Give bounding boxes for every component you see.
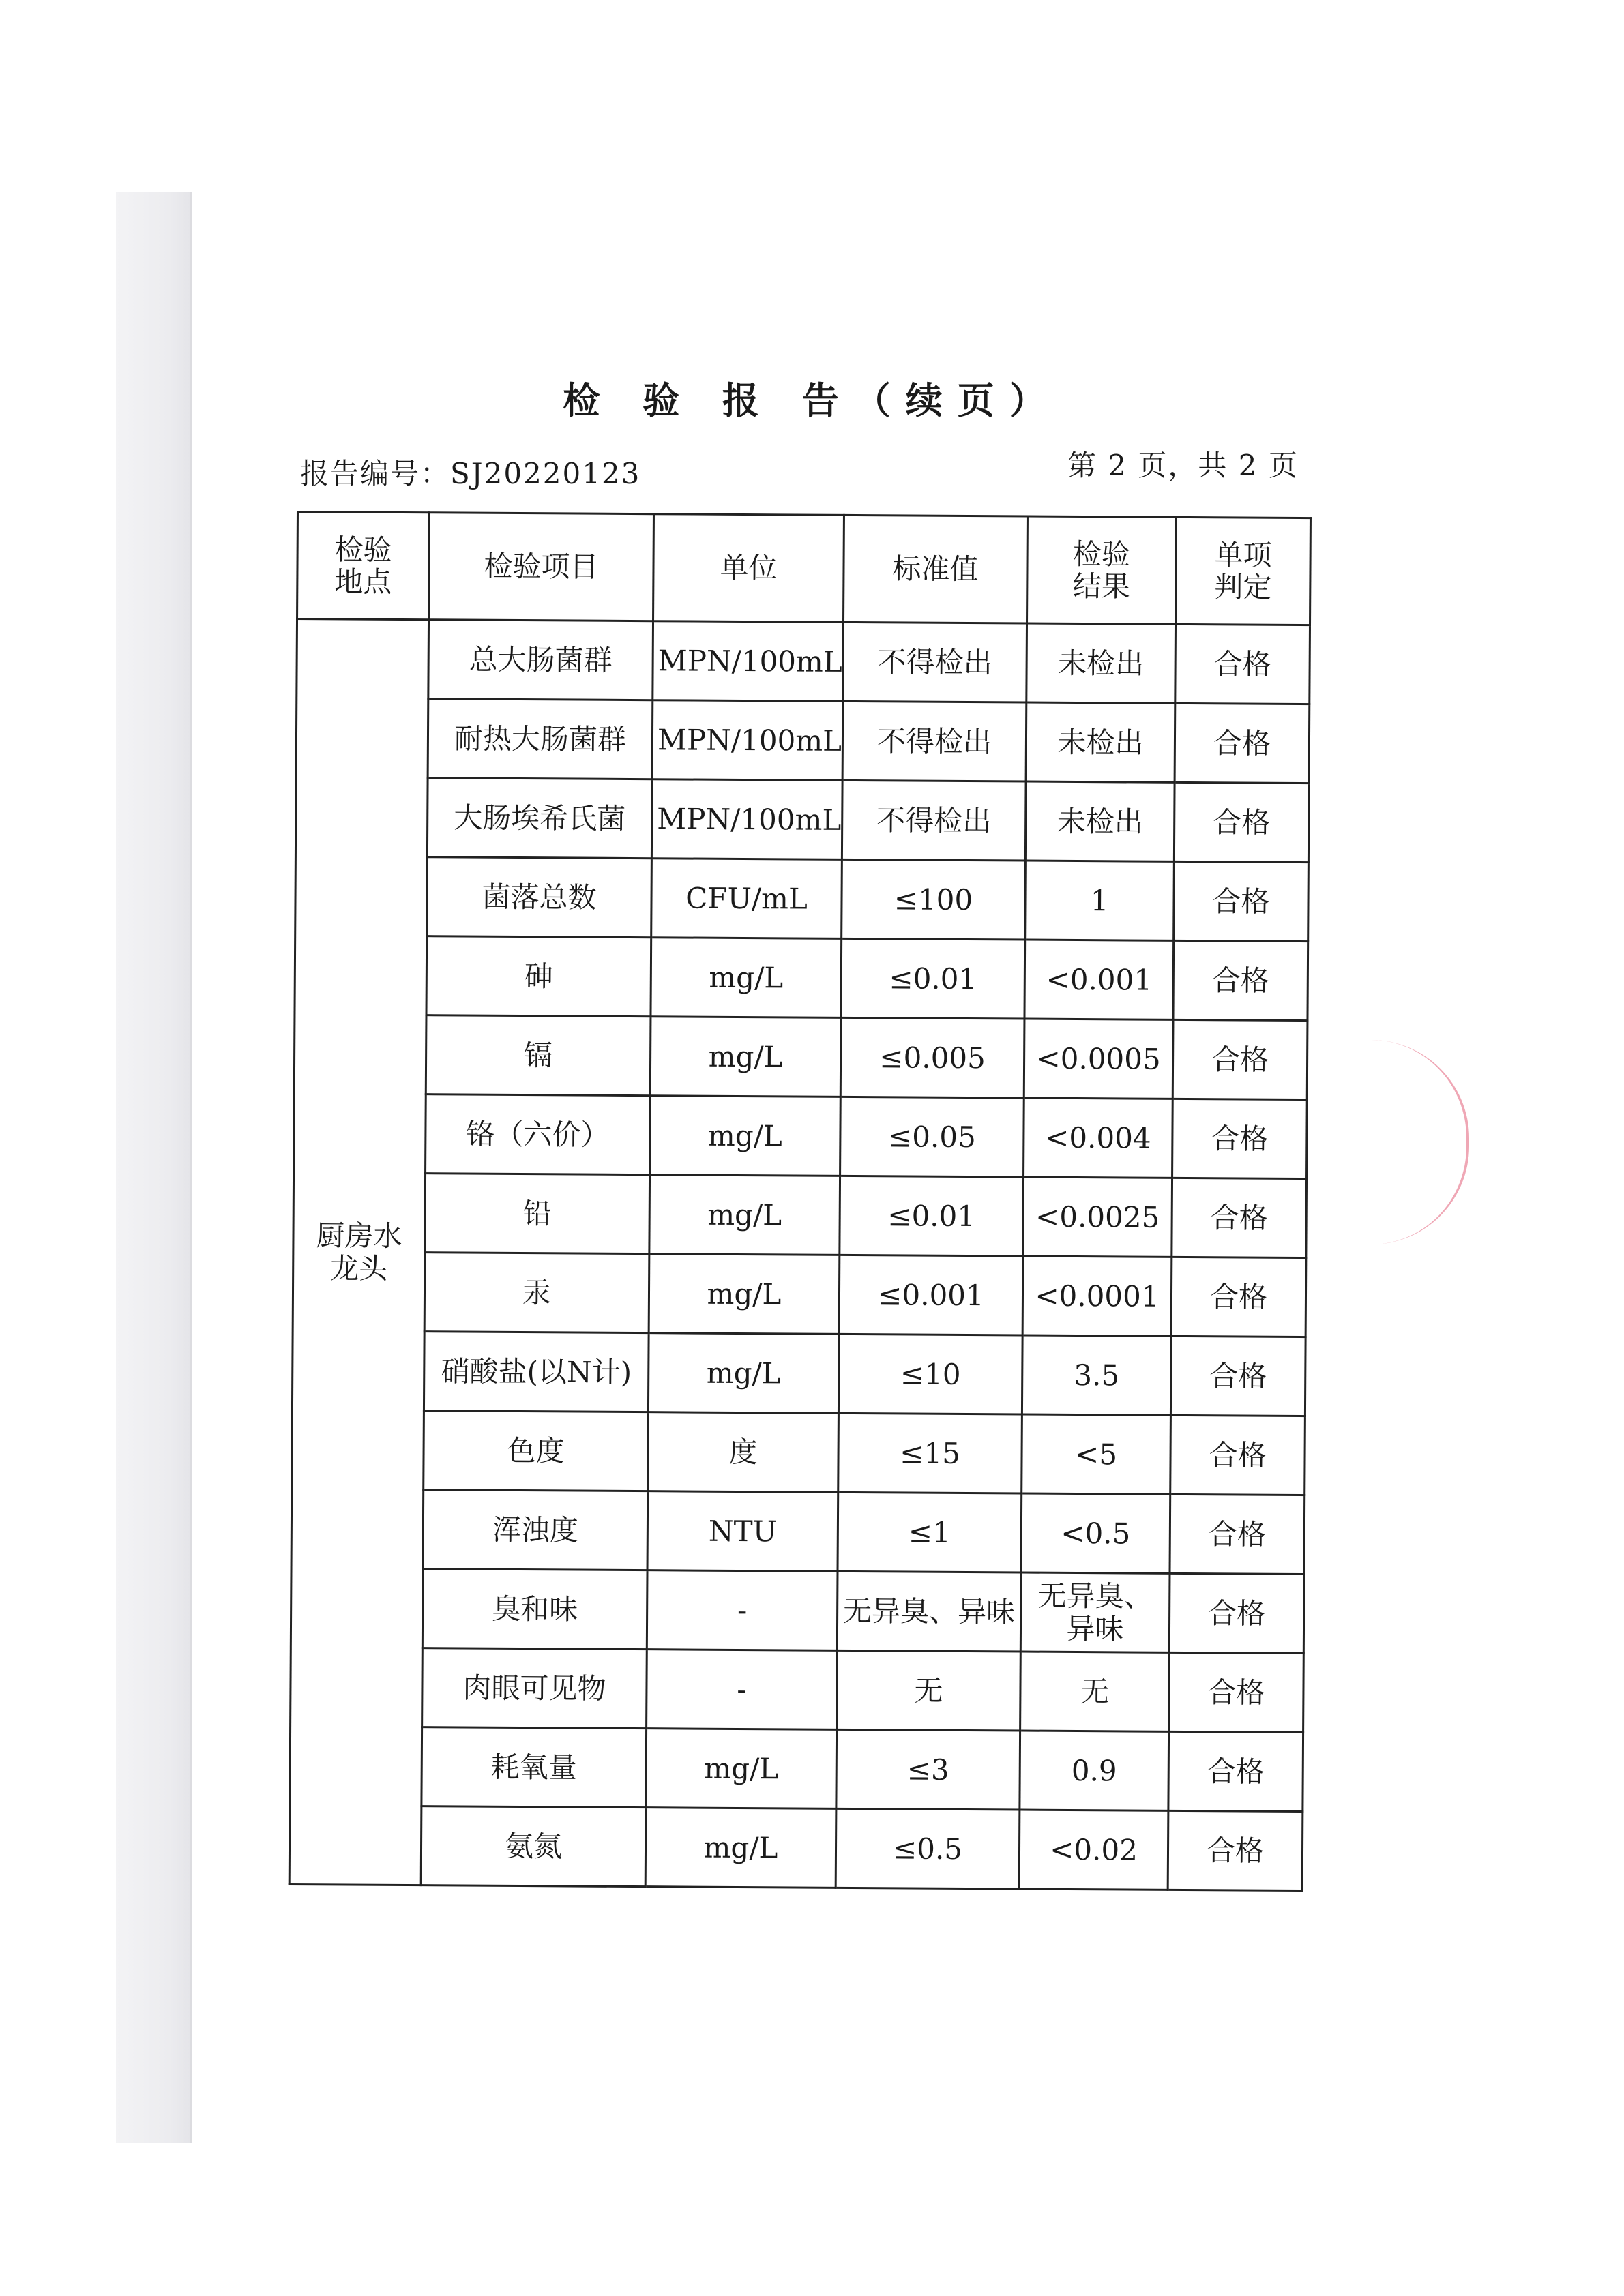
table-row	[294, 1093, 1308, 1178]
table-row	[295, 935, 1308, 1020]
judgment-cell: 合格	[1175, 624, 1310, 704]
header-result: 检验 结果	[1027, 516, 1177, 624]
unit-cell: 度	[648, 1412, 839, 1493]
result-cell: 未检出	[1026, 702, 1175, 782]
result-cell: <5	[1022, 1414, 1171, 1494]
standard-cell: ≤0.5	[836, 1808, 1020, 1889]
standard-cell: 无	[837, 1650, 1021, 1731]
standard-cell: ≤1	[838, 1492, 1022, 1572]
unit-cell: MPN/100mL	[652, 700, 843, 781]
header-judgment: 单项 判定	[1176, 517, 1311, 625]
table-row	[291, 1647, 1304, 1732]
standard-cell: ≤0.005	[840, 1017, 1024, 1098]
unit-cell: mg/L	[649, 1175, 840, 1255]
unit-cell: CFU/mL	[651, 859, 842, 939]
unit-cell: mg/L	[648, 1333, 839, 1414]
table-row	[296, 698, 1310, 784]
table-row	[289, 1805, 1303, 1890]
scan-page-edge	[190, 192, 192, 2143]
item-cell: 大肠埃希氏菌	[427, 778, 652, 859]
unit-cell: mg/L	[649, 1254, 840, 1335]
standard-cell: ≤0.01	[840, 1176, 1024, 1256]
unit-cell: mg/L	[650, 1017, 841, 1097]
header-location: 检验 地点	[297, 512, 430, 620]
result-cell: 0.9	[1020, 1731, 1169, 1810]
standard-cell: 不得检出	[842, 780, 1026, 861]
judgment-cell: 合格	[1175, 703, 1310, 783]
item-cell: 砷	[426, 936, 651, 1017]
judgment-cell: 合格	[1169, 1573, 1304, 1653]
standard-cell: ≤0.01	[841, 938, 1025, 1019]
header-item: 检验项目	[429, 513, 654, 621]
judgment-cell: 合格	[1174, 782, 1309, 862]
judgment-cell: 合格	[1172, 1178, 1307, 1257]
table-header-row	[297, 512, 1311, 625]
judgment-cell: 合格	[1171, 1257, 1306, 1337]
unit-cell: mg/L	[646, 1729, 837, 1809]
header-unit: 单位	[653, 514, 844, 623]
unit-cell: NTU	[647, 1491, 838, 1572]
result-cell: 3.5	[1022, 1335, 1171, 1415]
item-cell: 硝酸盐(以N计)	[424, 1332, 649, 1412]
judgment-cell: 合格	[1170, 1336, 1305, 1416]
table-row	[295, 777, 1309, 863]
unit-cell: mg/L	[651, 938, 842, 1018]
result-cell: <0.0005	[1024, 1019, 1173, 1099]
unit-cell: MPN/100mL	[651, 779, 842, 860]
table-row	[290, 1726, 1303, 1811]
item-cell: 总大肠菌群	[428, 620, 653, 700]
result-cell: <0.02	[1019, 1810, 1168, 1890]
standard-cell: ≤15	[838, 1413, 1022, 1493]
table-row	[291, 1489, 1305, 1574]
result-cell: 无异臭、 异味	[1020, 1572, 1170, 1652]
item-cell: 铬（六价）	[426, 1094, 651, 1175]
result-cell: 1	[1025, 861, 1175, 940]
item-cell: 色度	[424, 1411, 649, 1491]
table-row	[297, 619, 1310, 704]
table-row	[293, 1251, 1306, 1337]
page-info: 第 2 页，共 2 页	[1067, 449, 1299, 482]
unit-cell: mg/L	[650, 1096, 841, 1176]
item-cell: 耐热大肠菌群	[428, 699, 653, 779]
unit-cell: -	[647, 1570, 838, 1651]
table-row	[292, 1330, 1305, 1416]
table-row	[291, 1568, 1304, 1653]
standard-cell: ≤3	[836, 1729, 1020, 1810]
judgment-cell: 合格	[1169, 1652, 1304, 1732]
location-cell: 厨房水 龙头	[289, 619, 428, 1885]
table-row	[295, 856, 1309, 941]
unit-cell: mg/L	[645, 1808, 836, 1888]
standard-cell: 不得检出	[842, 701, 1027, 781]
judgment-cell: 合格	[1172, 1019, 1308, 1099]
red-seal-stamp-edge	[1371, 1040, 1469, 1244]
judgment-cell: 合格	[1168, 1810, 1303, 1890]
item-cell: 氨氮	[421, 1806, 646, 1887]
report-number: SJ20220123	[450, 457, 641, 490]
table-row	[293, 1172, 1307, 1257]
judgment-cell: 合格	[1174, 861, 1309, 941]
item-cell: 肉眼可见物	[422, 1648, 647, 1729]
table-body	[289, 619, 1310, 1891]
standard-cell: 不得检出	[843, 622, 1027, 702]
item-cell: 浑浊度	[423, 1490, 648, 1570]
header-standard: 标准值	[844, 515, 1028, 623]
item-cell: 铅	[425, 1174, 650, 1254]
report-number-label: 报告编号：	[300, 457, 451, 490]
report-number-line	[300, 451, 640, 492]
result-cell: 未检出	[1025, 781, 1175, 861]
judgment-cell: 合格	[1173, 940, 1308, 1020]
standard-cell: ≤0.001	[839, 1255, 1023, 1335]
result-cell: 未检出	[1027, 623, 1176, 703]
report-title: 检 验 报 告（续页）	[563, 379, 1061, 422]
standard-cell: 无异臭、异味	[837, 1571, 1021, 1652]
result-cell: <0.0025	[1023, 1177, 1172, 1257]
item-cell: 臭和味	[422, 1569, 647, 1650]
judgment-cell: 合格	[1170, 1415, 1305, 1495]
standard-cell: ≤100	[842, 859, 1026, 940]
result-cell: <0.001	[1024, 940, 1174, 1019]
unit-cell: MPN/100mL	[653, 621, 844, 702]
unit-cell: -	[647, 1650, 838, 1730]
inspection-results-table	[289, 511, 1312, 1892]
standard-cell: ≤0.05	[840, 1097, 1024, 1177]
item-cell: 镉	[426, 1015, 651, 1096]
judgment-cell: 合格	[1172, 1099, 1308, 1178]
standard-cell: ≤10	[838, 1334, 1022, 1414]
item-cell: 菌落总数	[427, 857, 652, 938]
table-row	[292, 1410, 1305, 1495]
result-cell: 无	[1020, 1652, 1170, 1731]
result-cell: <0.5	[1021, 1493, 1170, 1573]
judgment-cell: 合格	[1170, 1494, 1305, 1574]
result-cell: <0.004	[1024, 1098, 1173, 1178]
result-cell: <0.0001	[1022, 1256, 1172, 1336]
scan-margin-shadow	[116, 192, 192, 2143]
item-cell: 汞	[424, 1253, 649, 1333]
judgment-cell: 合格	[1168, 1731, 1303, 1811]
item-cell: 耗氧量	[422, 1727, 647, 1808]
table-row	[294, 1014, 1308, 1099]
